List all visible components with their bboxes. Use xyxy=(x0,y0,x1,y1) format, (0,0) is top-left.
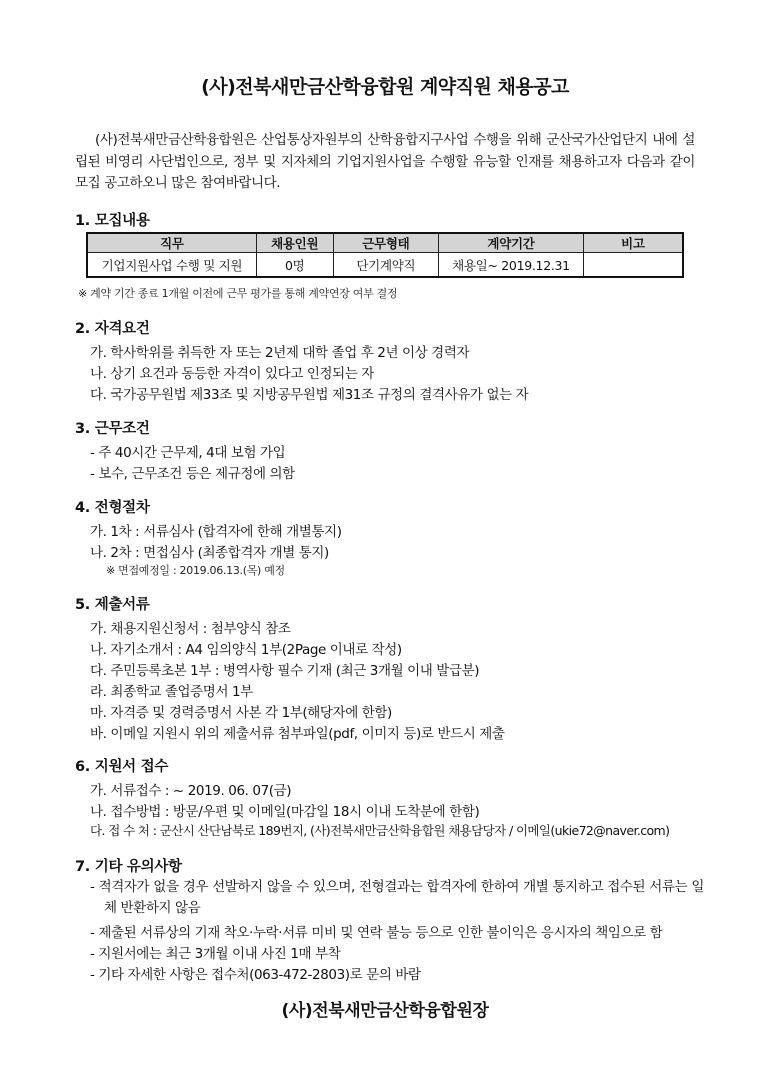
column-header: 직무 xyxy=(87,233,256,253)
table-header-row xyxy=(87,233,683,253)
list-item: - 기타 자세한 사항은 접수처(063-472-2803)로 문의 바람 xyxy=(90,967,421,983)
list-item: - 보수, 근무조건 등은 제규정에 의함 xyxy=(90,466,295,482)
table-row xyxy=(87,253,683,278)
list-item: 다. 국가공무원법 제33조 및 지방공무원법 제31조 규정의 결격사유가 없는 자 xyxy=(90,387,529,403)
column-header: 계약기간 xyxy=(439,233,584,253)
list-item: - 적격자가 없을 경우 선발하지 않을 수 있으며, 전형결과는 합격자에 한하여 개별 통지하고 접수된 서류는 일체 반환하지 않음 xyxy=(90,879,704,916)
list-item: - 제출된 서류상의 기재 착오·누락·서류 미비 및 연락 불능 등으로 인한 불이익은 응시자의 책임으로 함 xyxy=(90,925,663,941)
section-3-heading: 3. 근무조건 xyxy=(75,421,150,437)
issuer-signature: (사)전북새만금산학융합원장 xyxy=(281,1001,489,1021)
list-item: 나. 2차 : 면접심사 (최종합격자 개별 통지) xyxy=(90,545,329,561)
table-cell: 채용일~ 2019.12.31 xyxy=(439,253,584,278)
list-item: 라. 최종학교 졸업증명서 1부 xyxy=(90,684,253,700)
contract-note: ※ 계약 기간 종료 1개월 이전에 근무 평가를 통해 계약연장 여부 결정 xyxy=(78,287,398,300)
table-cell: 기업지원사업 수행 및 지원 xyxy=(87,253,256,278)
section-5-heading: 5. 제출서류 xyxy=(75,597,150,613)
list-item: 마. 자격증 및 경력증명서 사본 각 1부(해당자에 한함) xyxy=(90,705,392,721)
list-item: 나. 접수방법 : 방문/우편 및 이메일(마감일 18시 이내 도착분에 한함) xyxy=(90,804,480,820)
list-item: 바. 이메일 지원시 위의 제출서류 첨부파일(pdf, 이미지 등)로 반드시 제출 xyxy=(90,726,505,742)
table-cell: 단기계약직 xyxy=(333,253,439,278)
list-item: - 주 40시간 근무제, 4대 보험 가입 xyxy=(90,445,286,461)
column-header: 비고 xyxy=(583,233,683,253)
recruitment-table xyxy=(86,232,684,278)
list-item: 다. 접 수 처 : 군산시 산단남북로 189번지, (사)전북새만금산학융합원 채용담당자 / 이메일(ukie72@naver.com) xyxy=(90,823,670,838)
list-item: 가. 학사학위를 취득한 자 또는 2년제 대학 졸업 후 2년 이상 경력자 xyxy=(90,345,470,361)
list-item: - 지원서에는 최근 3개월 이내 사진 1매 부착 xyxy=(90,946,341,962)
section-1-heading: 1. 모집내용 xyxy=(75,213,150,229)
list-item: 가. 채용지원신청서 : 첨부양식 참조 xyxy=(90,621,291,637)
list-item: 나. 자기소개서 : A4 임의양식 1부(2Page 이내로 작성) xyxy=(90,642,402,658)
list-item: 가. 서류접수 : ~ 2019. 06. 07(금) xyxy=(90,783,292,799)
list-item: 가. 1차 : 서류심사 (합격자에 한해 개별통지) xyxy=(90,524,342,540)
column-header: 근무형태 xyxy=(333,233,439,253)
section-2-heading: 2. 자격요건 xyxy=(75,321,150,337)
section-7-heading: 7. 기타 유의사항 xyxy=(75,859,182,875)
intro-paragraph: (사)전북새만금산학융합원은 산업통상자원부의 산학융합지구사업 수행을 위해 군산국가산업단지 내에 설립된 비영리 사단법인으로, 정부 및 지자체의 기업지원사업을 수행할 유능할 인재를 채용하고자 다음과 같이 모집 공고하오니 많은 참여바랍니다. xyxy=(75,132,695,191)
section-6-heading: 6. 지원서 접수 xyxy=(75,759,169,775)
list-item: 나. 상기 요건과 동등한 자격이 있다고 인정되는 자 xyxy=(90,366,374,382)
section-4-heading: 4. 전형절차 xyxy=(75,500,150,516)
column-header: 채용인원 xyxy=(256,233,333,253)
table-cell xyxy=(583,253,683,278)
document-title: (사)전북새만금산학융합원 계약직원 채용공고 xyxy=(201,76,569,98)
interview-date-note: ※ 면접예정일 : 2019.06.13.(목) 예정 xyxy=(106,564,285,577)
list-item: 다. 주민등록초본 1부 : 병역사항 필수 기재 (최근 3개월 이내 발급분) xyxy=(90,663,480,679)
table-cell: 0명 xyxy=(256,253,333,278)
